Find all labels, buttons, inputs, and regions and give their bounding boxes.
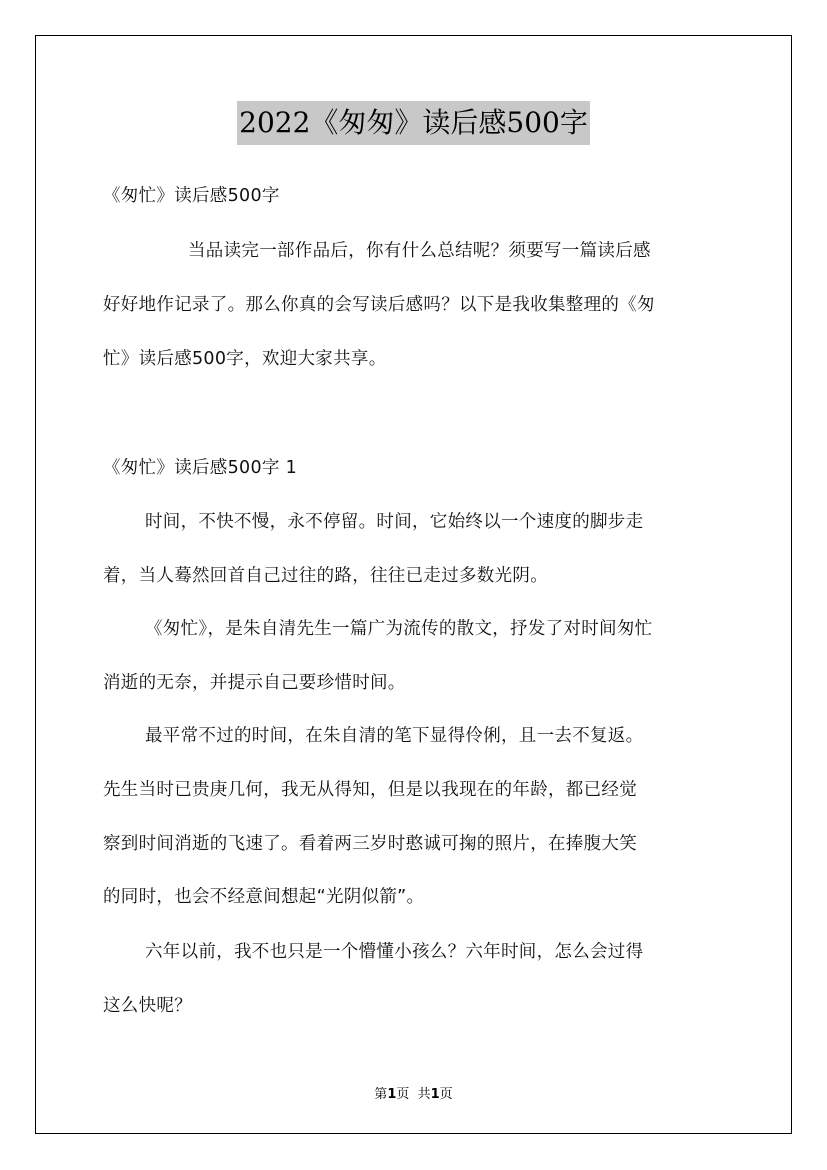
body-line-6: 先生当时已贵庚几何，我无从得知，但是以我现在的年龄，都已经觉 bbox=[103, 780, 637, 800]
body-line-1: 时间，不快不慢，永不停留。时间，它始终以一个速度的脚步走 bbox=[145, 512, 644, 532]
title-container bbox=[0, 101, 827, 145]
body-line-5: 最平常不过的时间，在朱自清的笔下显得伶俐，且一去不复返。 bbox=[145, 726, 644, 746]
document-title: 2022《匆匆》读后感500字 bbox=[237, 101, 590, 145]
body-line-9: 六年以前，我不也只是一个懵懂小孩么？六年时间，怎么会过得 bbox=[145, 942, 644, 962]
body-line-8: 的同时，也会不经意间想起“光阴似箭”。 bbox=[103, 887, 425, 907]
footer-page-current: 1 bbox=[387, 1087, 397, 1102]
body-line-3: 《匆忙》，是朱自清先生一篇广为流传的散文，抒发了对时间匆忙 bbox=[145, 619, 653, 639]
body-line-2: 着，当人蓦然回首自己过往的路，往往已走过多数光阴。 bbox=[103, 566, 548, 586]
body-line-10: 这么快呢？ bbox=[103, 996, 192, 1016]
footer-page-prefix: 第 bbox=[374, 1087, 388, 1102]
footer-page-suffix: 页 bbox=[439, 1087, 453, 1102]
page-footer bbox=[0, 1083, 827, 1102]
body-line-7: 察到时间消逝的飞速了。看着两三岁时憨诚可掬的照片，在捧腹大笑 bbox=[103, 834, 637, 854]
intro-line-2: 好好地作记录了。那么你真的会写读后感吗？以下是我收集整理的《匆 bbox=[103, 295, 655, 315]
section-heading: 《匆忙》读后感500字 1 bbox=[103, 458, 297, 478]
intro-line-1: 当品读完一部作品后，你有什么总结呢？须要写一篇读后感 bbox=[188, 241, 651, 261]
document-subtitle: 《匆忙》读后感500字 bbox=[103, 186, 280, 206]
body-line-4: 消逝的无奈，并提示自己要珍惜时间。 bbox=[103, 673, 406, 693]
footer-page-mid: 页 共 bbox=[396, 1087, 431, 1102]
intro-line-3: 忙》读后感500字，欢迎大家共享。 bbox=[103, 349, 387, 369]
footer-page-total: 1 bbox=[430, 1087, 440, 1102]
